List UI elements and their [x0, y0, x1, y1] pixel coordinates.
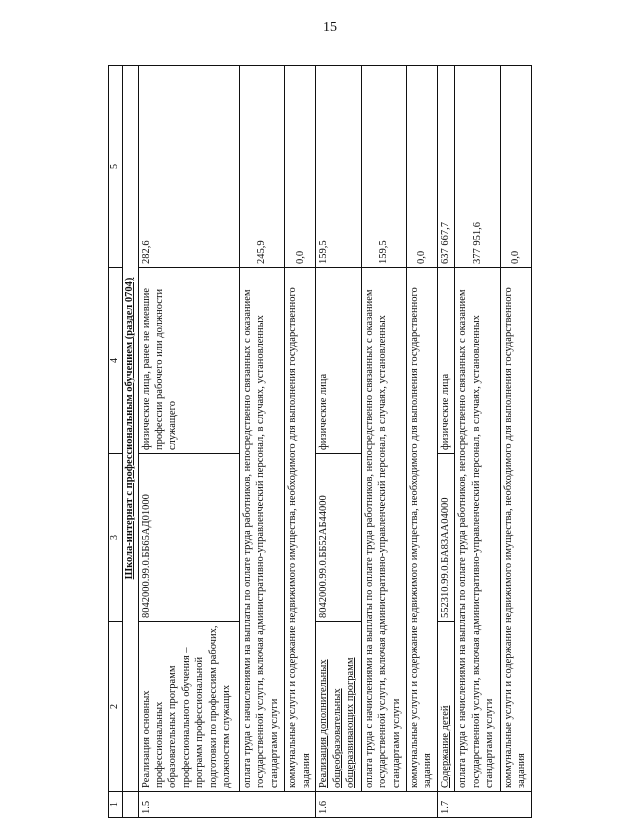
service-code: 552310.99.0.БА83АА04000 [438, 454, 455, 622]
cost-item-value: 0,0 [285, 66, 316, 268]
header-cell: 4 [109, 268, 123, 454]
normative-costs-table [108, 65, 532, 818]
cost-item-text: оплата труда с начислениями на выплаты по оплате труда работников, непосредственно связанных с оказанием государственной услуги, включая административно-управленческий персонал, в случаях, установленных стандартами услуги [239, 268, 284, 792]
table-subrow [406, 66, 437, 818]
cost-item-value: 0,0 [406, 66, 437, 268]
cost-item-value: 159,5 [361, 66, 406, 268]
rotated-table-sheet [108, 66, 532, 818]
cost-item-value: 377 951,6 [455, 66, 500, 268]
cost-item-value: 0,0 [500, 66, 531, 268]
table-row [438, 66, 455, 818]
consumer-category: физические лица [316, 268, 361, 454]
table-subrow [285, 66, 316, 818]
section-row [123, 66, 138, 818]
cost-value: 637 667,7 [438, 66, 455, 268]
cost-item-text: коммунальные услуги и содержание недвижимого имущества, необходимого для выполнения государственного задания [406, 268, 437, 792]
service-name: Реализация дополнительных общеобразовательных общеразвивающих программ [316, 622, 361, 792]
table-subrow [455, 66, 500, 818]
service-name: Содержание детей [438, 622, 455, 792]
cost-item-text: коммунальные услуги и содержание недвижимого имущества, необходимого для выполнения государственного задания [285, 268, 316, 792]
service-name: Реализация основных профессиональных образовательных программ профессионального обучения – программ профессиональной подготовки по профессиям рабочих, должностям служащих [138, 622, 239, 792]
cost-item-text: коммунальные услуги и содержание недвижимого имущества, необходимого для выполнения государственного задания [500, 268, 531, 792]
row-number: 1.7 [438, 792, 532, 818]
table-row [316, 66, 361, 818]
rotated-table-container [108, 66, 532, 818]
row-number: 1.6 [316, 792, 438, 818]
cost-item-text: оплата труда с начислениями на выплаты по оплате труда работников, непосредственно связанных с оказанием государственной услуги, включая административно-управленческий персонал, в случаях, установленных стандартами услуги [361, 268, 406, 792]
table-subrow [239, 66, 284, 818]
service-code: 8042000.99.0.ББ52АБ44000 [316, 454, 361, 622]
service-code: 8042000.99.0.ББ65АД01000 [138, 454, 239, 622]
section-title: Школа-интернат с профессиональным обучением (раздел 0704) [123, 66, 138, 792]
page-number: 15 [323, 20, 337, 35]
header-row [109, 66, 123, 818]
consumer-category: физические лица [438, 268, 455, 454]
cost-value: 159,5 [316, 66, 361, 268]
cost-value: 282,6 [138, 66, 239, 268]
table-subrow [361, 66, 406, 818]
consumer-category: физические лица, ранее не имевшие профессии рабочего или должности служащего [138, 268, 239, 454]
table-subrow [500, 66, 531, 818]
header-cell: 2 [109, 622, 123, 792]
header-cell: 5 [109, 66, 123, 268]
table-row [138, 66, 239, 818]
cost-item-value: 245,9 [239, 66, 284, 268]
section-blank-cell [123, 792, 138, 818]
row-number: 1.5 [138, 792, 316, 818]
header-cell: 3 [109, 454, 123, 622]
cost-item-text: оплата труда с начислениями на выплаты по оплате труда работников, непосредственно связанных с оказанием государственной услуги, включая административно-управленческий персонал, в случаях, установленных стандартами услуги [455, 268, 500, 792]
header-cell: 1 [109, 792, 123, 818]
